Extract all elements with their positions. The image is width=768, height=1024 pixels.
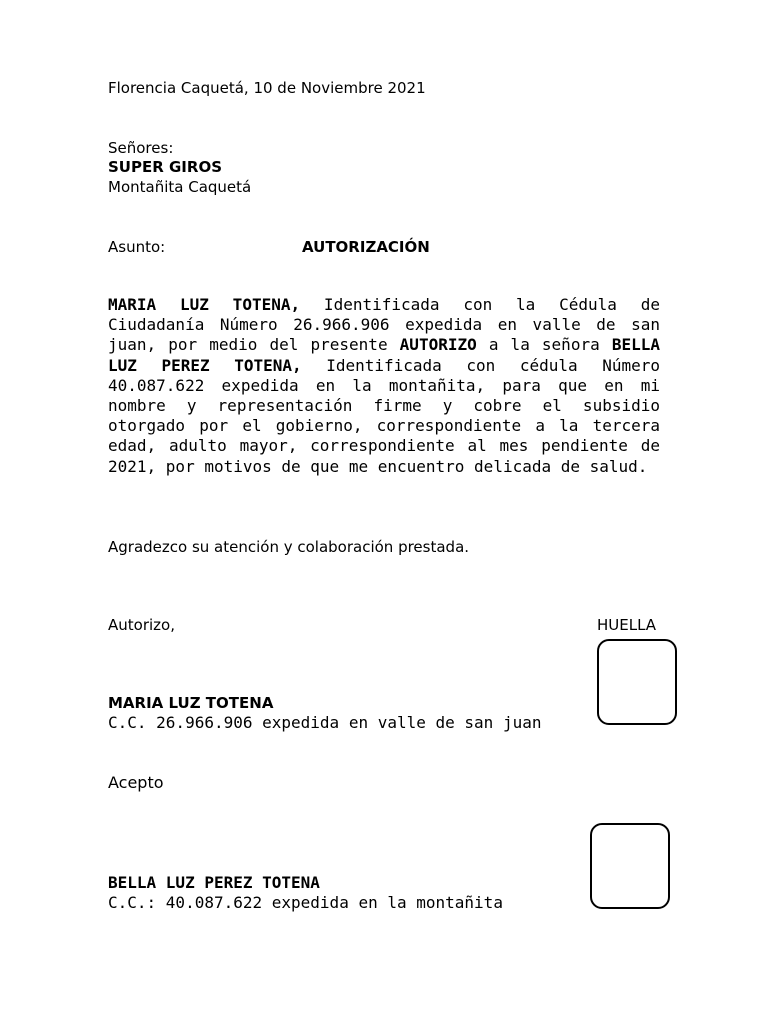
signer1-id: C.C. 26.966.906 expedida en valle de san juan <box>108 713 542 732</box>
recipient-location: Montañita Caquetá <box>108 178 252 196</box>
authorize-label: Autorizo, <box>108 616 175 634</box>
date-line: Florencia Caquetá, 10 de Noviembre 2021 <box>108 79 426 97</box>
authorize-word: AUTORIZO <box>399 335 477 355</box>
signer1-name: MARIA LUZ TOTENA <box>108 694 274 712</box>
recipient-company: SUPER GIROS <box>108 158 222 176</box>
body-paragraph <box>108 295 660 477</box>
subject-label: Asunto: <box>108 238 166 256</box>
fingerprint-label: HUELLA <box>597 616 657 634</box>
body-text-1: Identificada con la Cédula de Ciudadanía Número 26.966.906 expedida en valle de san juan, por medio del presente <box>108 295 661 355</box>
signer2-id: C.C.: 40.087.622 expedida en la montañita <box>108 893 503 912</box>
subject-value: AUTORIZACIÓN <box>302 238 430 256</box>
body-text-2: a la señora <box>476 335 612 355</box>
fingerprint-box-1 <box>597 639 677 725</box>
grantor-name: MARIA LUZ TOTENA, <box>108 295 301 314</box>
thanks-line: Agradezco su atención y colaboración prestada. <box>108 538 470 556</box>
signer2-name: BELLA LUZ PEREZ TOTENA <box>108 873 320 892</box>
body-text-3: Identificada con cédula Número 40.087.622 expedida en la montañita, para que en mi nombre y representación firme y cobre el subsidio otorgado por el gobierno, correspondiente a la tercera edad, adulto mayor, correspondiente al mes pendiente de 2021, por motivos de que me encuentro delicada de salud. <box>108 355 660 476</box>
salutation: Señores: <box>108 139 174 157</box>
grantee-name: BELLA LUZ PEREZ TOTENA, <box>108 335 660 375</box>
fingerprint-box-2 <box>590 823 670 909</box>
accept-label: Acepto <box>108 773 164 792</box>
